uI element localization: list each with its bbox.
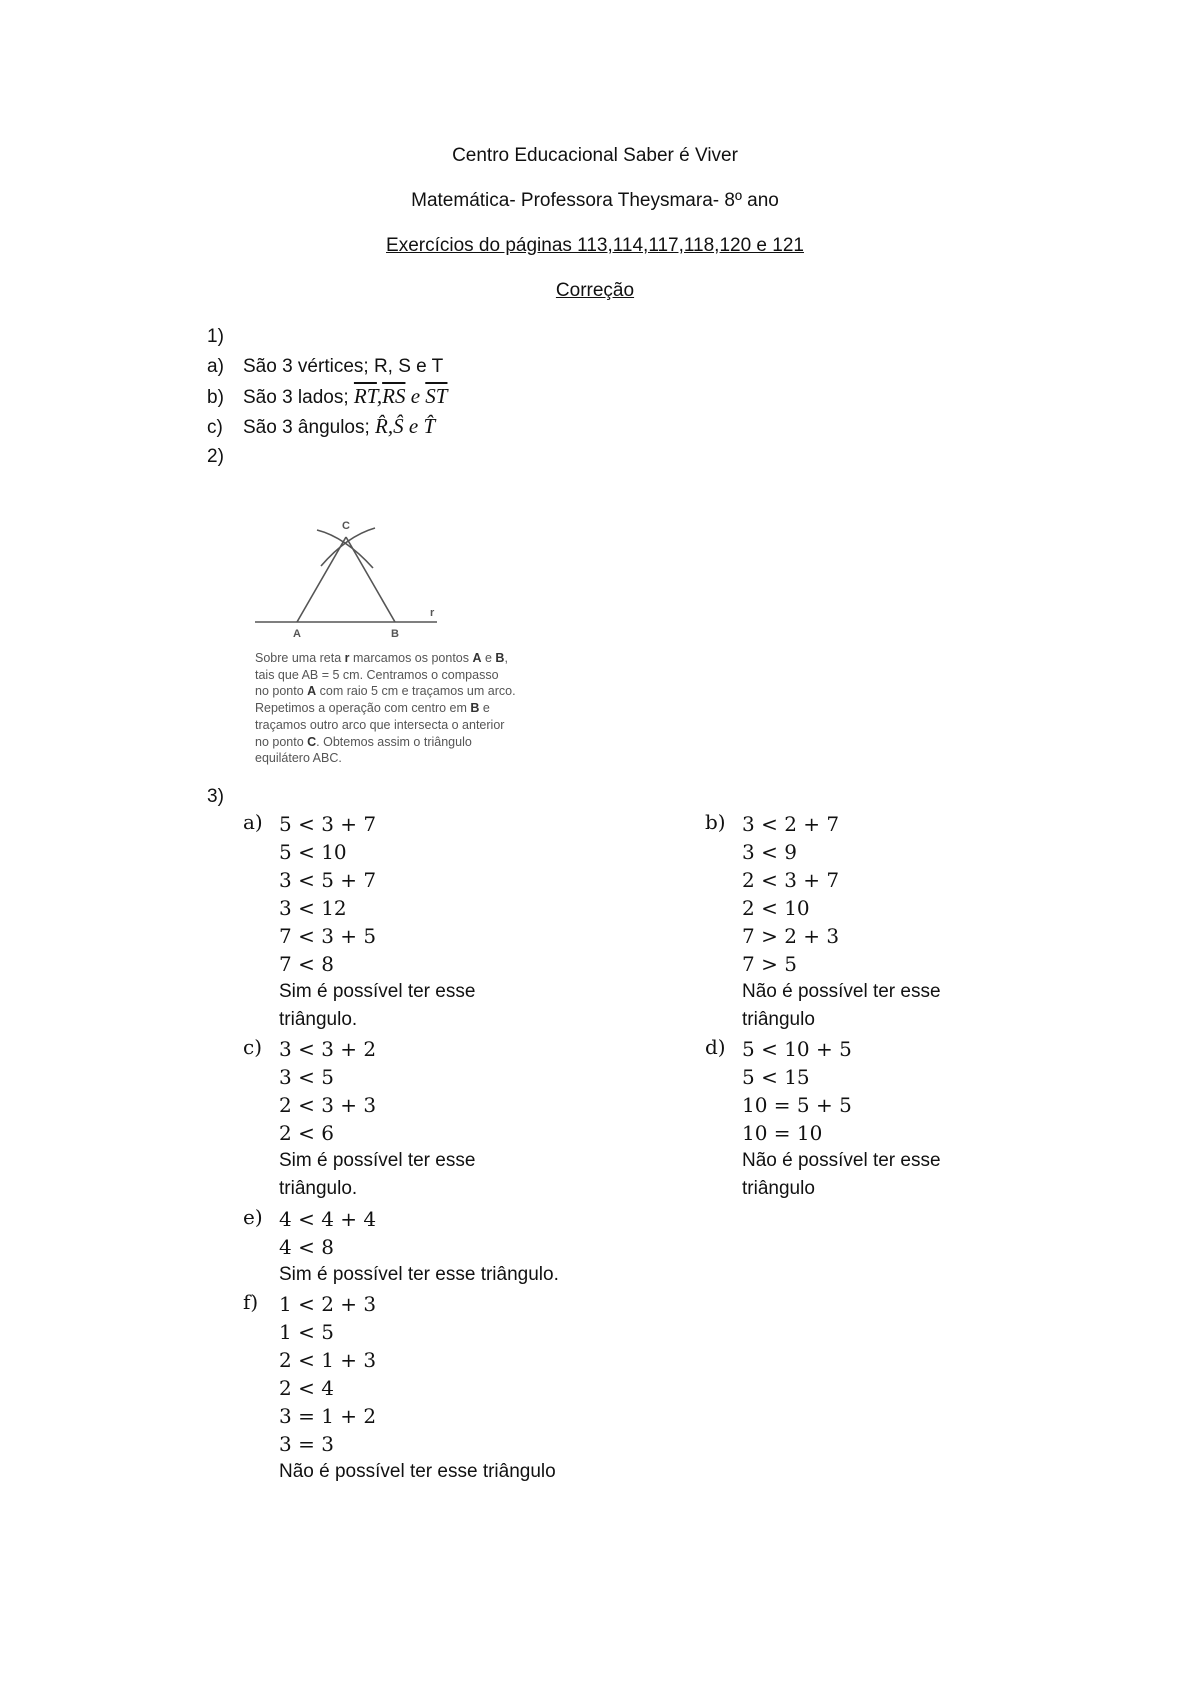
arc-from-a [317,530,373,568]
inequality: 1 < 5 [279,1320,334,1344]
q1-c-text: São 3 ângulos; [243,417,370,438]
separator: , [387,414,394,438]
inequality: 10 = 5 + 5 [742,1093,852,1117]
inequality: 1 < 2 + 3 [279,1292,377,1316]
inequality: 5 < 10 + 5 [742,1037,852,1061]
q1-number: 1) [207,326,224,347]
inequality: 2 < 10 [742,896,810,920]
inequality: 7 > 2 + 3 [742,924,840,948]
inequality: 3 < 2 + 7 [742,812,840,836]
q3-b-block [742,810,941,1034]
conclusion: triângulo. [279,1009,358,1030]
caption-text: no ponto [255,684,308,699]
conclusion: triângulo. [279,1178,358,1199]
segment-rs: $\overline{RS}$ [382,384,406,408]
inequality: 3 < 3 + 2 [279,1037,377,1061]
correction-title: Correção [555,280,635,301]
q1-item-b [207,384,447,409]
inequality: 5 < 15 [742,1065,810,1089]
triangle-construction-figure [245,510,445,640]
caption-line: equilátero ABC. [255,751,342,766]
caption-bold: C [307,734,317,749]
q1-item-c [207,414,435,439]
inequality: 3 < 9 [742,840,797,864]
caption-bold: r [344,651,350,665]
inequality: 5 < 3 + 7 [279,812,377,836]
angle-r: R̂ [375,414,388,438]
caption-bold: A [472,651,482,665]
conjunction: e [405,384,426,408]
caption-text: Sobre uma reta [255,651,345,665]
inequality: 3 < 5 + 7 [279,868,377,892]
q3-e-block [279,1205,559,1289]
inequality: 2 < 4 [279,1376,334,1400]
inequality: 3 < 12 [279,896,347,920]
q3-c-block [279,1035,475,1203]
inequality: 10 = 10 [742,1121,823,1145]
q1-item-a [207,356,443,378]
caption-line: traçamos outro arco que intersecta o anterior [255,717,505,732]
caption-text: com raio 5 cm e traçamos um arco. [316,684,516,699]
q3-d-block [742,1035,941,1203]
inequality: 2 < 6 [279,1121,334,1145]
line-r-label: r [430,607,435,619]
caption-bold: B [495,651,505,665]
side-ac [297,537,346,622]
school-name: Centro Educacional Saber é Viver [452,145,738,166]
segment-st: $\overline{ST}$ [425,384,448,408]
inequality: 2 < 1 + 3 [279,1348,377,1372]
conjunction: e [403,414,424,438]
q3-a-block [279,810,475,1034]
subject-line: Matemática- Professora Theysmara- 8º ano [411,190,779,211]
caption-text: . Obtemos assim o triângulo [316,734,472,749]
caption-bold: A [307,684,317,699]
caption-text: marcamos os pontos [349,651,473,665]
q3-c-label: c) [243,1035,263,1059]
separator: , [376,384,383,408]
conclusion: triângulo [742,1178,815,1199]
inequality: 4 < 4 + 4 [279,1207,377,1231]
q1-b-text: São 3 lados; [243,387,349,408]
point-c-label: C [342,520,350,532]
conclusion: Sim é possível ter esse [279,981,476,1002]
exercises-title: Exercícios do páginas 113,114,117,118,120 e 121 [386,235,804,256]
inequality: 7 < 8 [279,952,334,976]
q1-c-label: c) [207,417,223,438]
point-a-label: A [293,628,301,640]
inequality: 2 < 3 + 7 [742,868,840,892]
q3-a-label: a) [243,810,263,834]
conclusion: Sim é possível ter esse triângulo. [279,1264,559,1285]
q3-b-label: b) [705,810,726,834]
inequality: 4 < 8 [279,1235,334,1259]
q1-a-text: São 3 vértices; R, S e T [243,356,444,377]
inequality: 3 = 3 [279,1432,334,1456]
q2-number: 2) [207,446,224,467]
caption-text: e [479,701,490,716]
conclusion: Sim é possível ter esse [279,1150,476,1171]
inequality: 3 = 1 + 2 [279,1404,377,1428]
conclusion: triângulo [742,1009,815,1030]
q1-a-label: a) [207,356,224,377]
caption-line: tais que AB = 5 cm. Centramos o compasso [255,667,499,682]
conclusion: Não é possível ter esse [742,981,941,1002]
figure-caption [255,650,585,767]
q3-f-block [279,1290,556,1486]
conclusion: Não é possível ter esse [742,1150,941,1171]
inequality: 2 < 3 + 3 [279,1093,377,1117]
q3-d-label: d) [705,1035,726,1059]
conclusion: Não é possível ter esse triângulo [279,1461,556,1482]
segment-rt: $\overline{RT}$ [353,384,377,408]
angle-t: T̂ [423,414,436,438]
inequality: 5 < 10 [279,840,347,864]
point-b-label: B [391,628,399,640]
caption-text: Repetimos a operação com centro em [255,701,471,716]
q3-e-label: e) [243,1205,263,1229]
inequality: 7 > 5 [742,952,797,976]
q3-number: 3) [207,786,224,807]
q3-f-label: f) [243,1290,259,1314]
caption-text: e [481,651,496,665]
q1-b-label: b) [207,387,224,408]
caption-text: , [504,651,508,665]
caption-bold: B [470,701,480,716]
inequality: 7 < 3 + 5 [279,924,377,948]
angle-s: Ŝ [393,414,404,438]
inequality: 3 < 5 [279,1065,334,1089]
caption-text: no ponto [255,734,308,749]
